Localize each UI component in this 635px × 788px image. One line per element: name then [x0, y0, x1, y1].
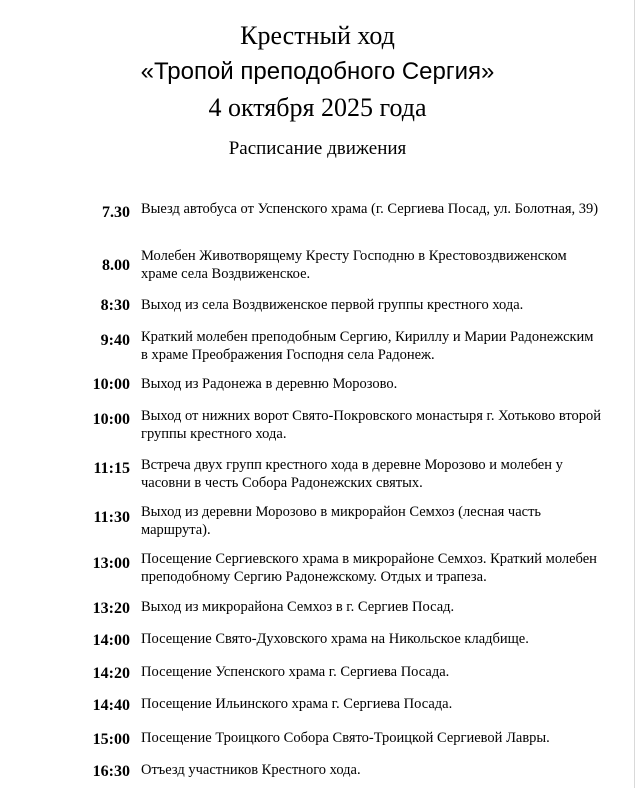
- schedule-time: 14:40: [92, 697, 130, 714]
- schedule-text: Посещение Сергиевского храма в микрорайоне Семхоз. Краткий молебен преподобному Сергию Радонежскому. Отдых и трапеза.: [141, 551, 597, 585]
- schedule-time: 16:30: [92, 763, 130, 780]
- schedule-time: 15:00: [92, 731, 130, 748]
- schedule-row: [80, 407, 600, 443]
- schedule-time: 14:00: [92, 632, 130, 649]
- title-line-2: «Тропой преподобного Сергия»: [140, 58, 495, 85]
- schedule-row: [80, 729, 600, 747]
- schedule-text: Посещение Успенского храма г. Сергиева Посада.: [141, 664, 450, 680]
- schedule-time: 13:00: [92, 555, 130, 572]
- schedule-text: Посещение Ильинского храма г. Сергиева Посада.: [141, 696, 453, 712]
- schedule-row: [80, 503, 600, 539]
- schedule-row: [80, 328, 600, 364]
- schedule-list: [80, 200, 601, 780]
- schedule-row: [80, 550, 600, 586]
- schedule-row: [80, 761, 600, 779]
- schedule-time: 11:15: [93, 460, 130, 477]
- schedule-text: Встреча двух групп крестного хода в деревне Морозово и молебен у часовни в честь Собора Радонежских святых.: [141, 457, 563, 491]
- document-header: [0, 18, 635, 162]
- schedule-row: [80, 456, 600, 492]
- schedule-text: Молебен Животворящему Кресту Господню в Крестовоздвиженском храме села Воздвиженское.: [141, 248, 567, 282]
- schedule-row: [80, 247, 600, 283]
- schedule-time: 11:30: [93, 509, 130, 526]
- schedule-text: Посещение Свято-Духовского храма на Никольское кладбище.: [141, 631, 529, 647]
- schedule-row: [80, 663, 600, 681]
- schedule-text: Выход из села Воздвиженское первой группы крестного хода.: [141, 297, 524, 313]
- schedule-time: 7.30: [102, 204, 130, 221]
- schedule-row: [80, 375, 600, 393]
- schedule-row: [80, 598, 600, 616]
- schedule-time: 14:20: [92, 665, 130, 682]
- schedule-time: 13:20: [92, 600, 130, 617]
- schedule-row: [80, 296, 600, 314]
- schedule-text: Выезд автобуса от Успенского храма (г. Сергиева Посад, ул. Болотная, 39): [141, 201, 599, 217]
- schedule-text: Выход из деревни Морозово в микрорайон Семхоз (лесная часть маршрута).: [141, 504, 542, 538]
- schedule-text: Выход из микрорайона Семхоз в г. Сергиев Посад.: [141, 599, 455, 615]
- schedule-text: Выход от нижних ворот Свято-Покровского монастыря г. Хотьково второй группы крестного хода.: [141, 408, 601, 442]
- schedule-row: [80, 630, 600, 648]
- schedule-subtitle: Расписание движения: [228, 138, 407, 159]
- schedule-time: 8.00: [102, 257, 130, 274]
- schedule-text: Посещение Троицкого Собора Свято-Троицкой Сергиевой Лавры.: [141, 730, 550, 746]
- schedule-text: Выход из Радонежа в деревню Морозово.: [141, 376, 398, 392]
- title-date: 4 октября 2025 года: [208, 93, 427, 122]
- schedule-text: Краткий молебен преподобным Сергию, Кириллу и Марии Радонежским в храме Преображения Господня села Радонеж.: [141, 329, 594, 363]
- schedule-text: Отъезд участников Крестного хода.: [141, 762, 361, 778]
- schedule-time: 8:30: [100, 297, 130, 314]
- title-line-1: Крестный ход: [240, 21, 395, 50]
- schedule-time: 9:40: [100, 332, 130, 349]
- schedule-row: [80, 695, 600, 713]
- schedule-row: [80, 200, 600, 221]
- schedule-time: 10:00: [92, 411, 130, 428]
- schedule-time: 10:00: [92, 376, 130, 393]
